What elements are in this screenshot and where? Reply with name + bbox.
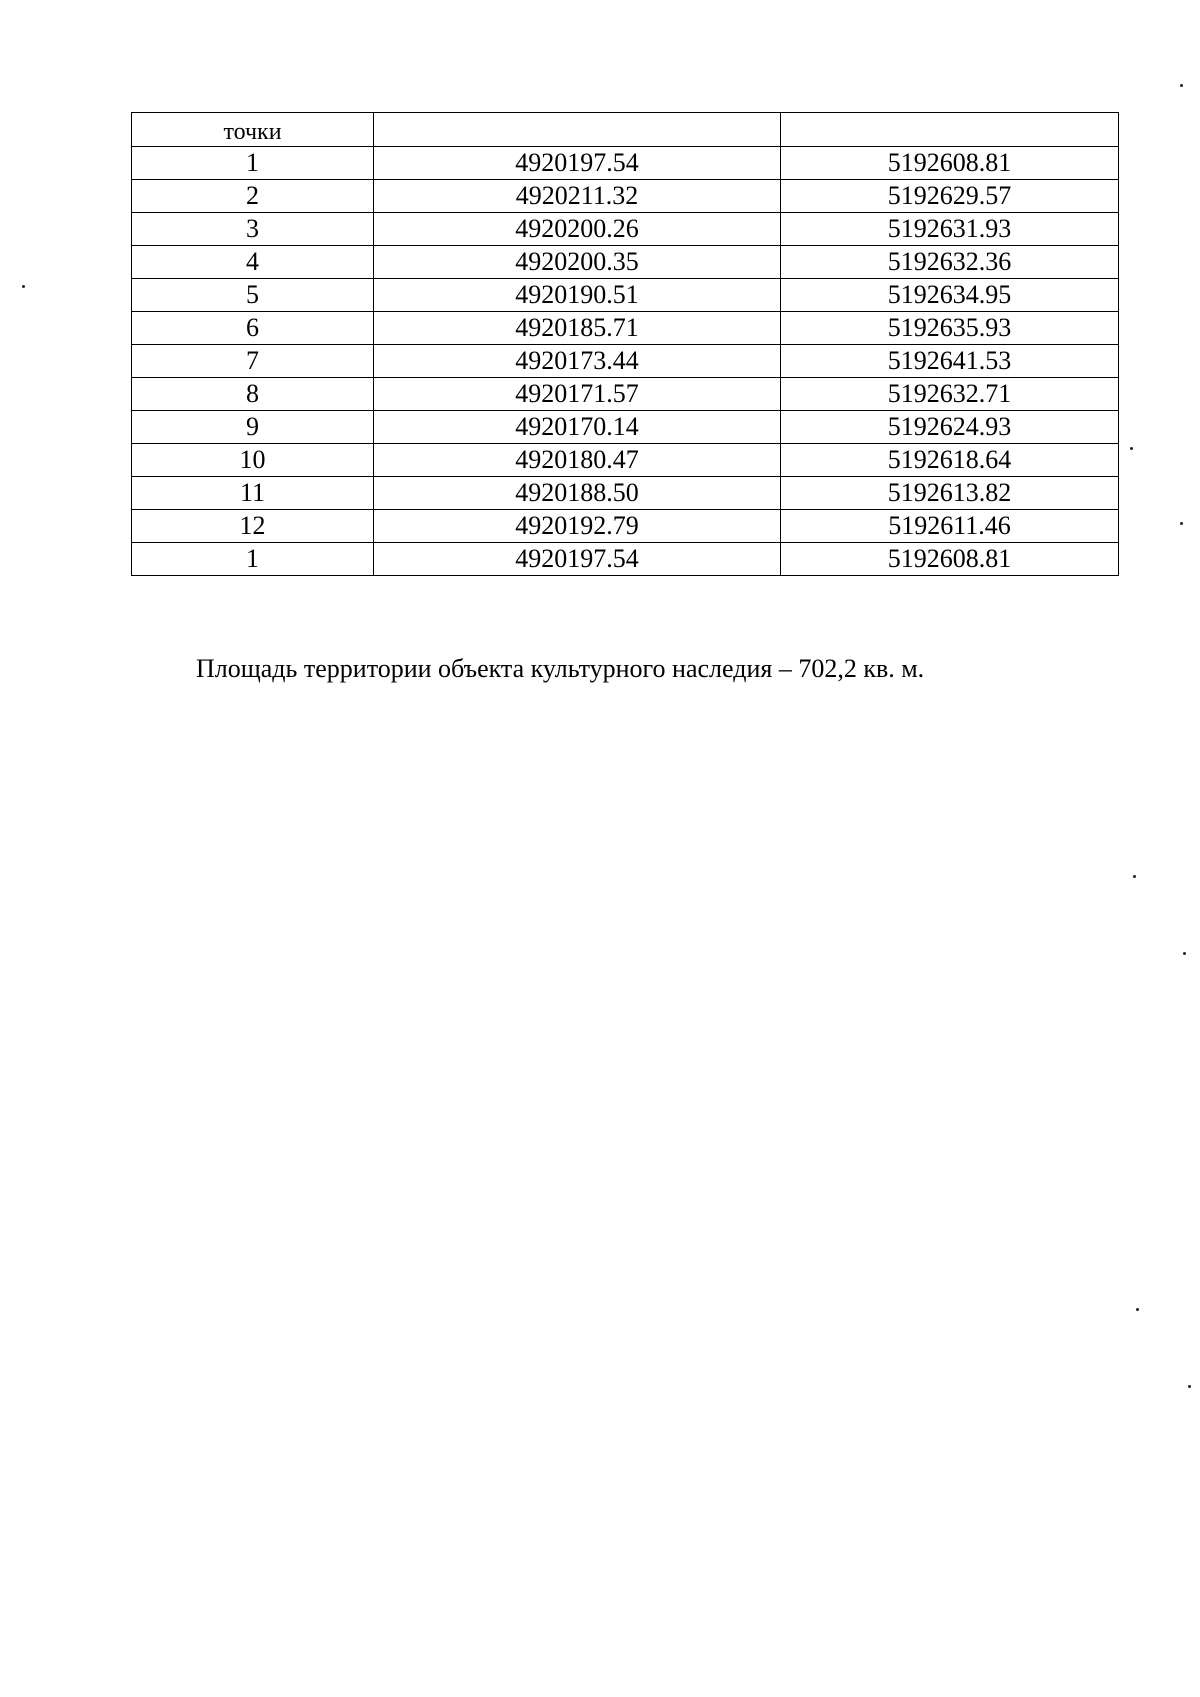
point-number: 10 — [132, 444, 374, 477]
x-coordinate: 4920192.79 — [374, 510, 781, 543]
y-coordinate: 5192629.57 — [781, 180, 1119, 213]
y-coordinate: 5192632.71 — [781, 378, 1119, 411]
point-number: 6 — [132, 312, 374, 345]
point-number: 1 — [132, 147, 374, 180]
point-number: 3 — [132, 213, 374, 246]
y-coordinate: 5192632.36 — [781, 246, 1119, 279]
area-note: Площадь территории объекта культурного наследия – 702,2 кв. м. — [196, 654, 925, 683]
scan-speck — [1130, 447, 1133, 450]
scan-speck — [1180, 522, 1183, 525]
y-coordinate: 5192634.95 — [781, 279, 1119, 312]
y-coordinate: 5192624.93 — [781, 411, 1119, 444]
point-number: 9 — [132, 411, 374, 444]
x-coordinate: 4920180.47 — [374, 444, 781, 477]
y-coordinate: 5192608.81 — [781, 147, 1119, 180]
point-number: 2 — [132, 180, 374, 213]
point-number: 1 — [132, 543, 374, 576]
table-row — [132, 213, 1119, 246]
y-coordinate: 5192608.81 — [781, 543, 1119, 576]
header-y-cell — [781, 113, 1119, 147]
table-row — [132, 345, 1119, 378]
table-row — [132, 477, 1119, 510]
table-row — [132, 246, 1119, 279]
table-row — [132, 543, 1119, 576]
x-coordinate: 4920170.14 — [374, 411, 781, 444]
point-number: 7 — [132, 345, 374, 378]
table-row — [132, 411, 1119, 444]
x-coordinate: 4920211.32 — [374, 180, 781, 213]
x-coordinate: 4920190.51 — [374, 279, 781, 312]
table-row — [132, 279, 1119, 312]
x-coordinate: 4920197.54 — [374, 147, 781, 180]
table-row — [132, 180, 1119, 213]
point-number: 8 — [132, 378, 374, 411]
header-x-cell — [374, 113, 781, 147]
x-coordinate: 4920200.26 — [374, 213, 781, 246]
coordinates-table — [131, 112, 1119, 576]
table-row — [132, 147, 1119, 180]
header-point-cell: точки — [132, 113, 374, 147]
y-coordinate: 5192613.82 — [781, 477, 1119, 510]
point-number: 11 — [132, 477, 374, 510]
y-coordinate: 5192631.93 — [781, 213, 1119, 246]
x-coordinate: 4920171.57 — [374, 378, 781, 411]
point-number: 5 — [132, 279, 374, 312]
point-number: 12 — [132, 510, 374, 543]
scan-speck — [1188, 1385, 1191, 1388]
table-row — [132, 510, 1119, 543]
point-number: 4 — [132, 246, 374, 279]
x-coordinate: 4920197.54 — [374, 543, 781, 576]
table-row — [132, 378, 1119, 411]
y-coordinate: 5192641.53 — [781, 345, 1119, 378]
table-row — [132, 312, 1119, 345]
x-coordinate: 4920185.71 — [374, 312, 781, 345]
table-row — [132, 444, 1119, 477]
scan-speck — [1133, 875, 1136, 878]
x-coordinate: 4920188.50 — [374, 477, 781, 510]
scan-speck — [1136, 1308, 1139, 1311]
x-coordinate: 4920200.35 — [374, 246, 781, 279]
y-coordinate: 5192611.46 — [781, 510, 1119, 543]
scan-speck — [1183, 952, 1186, 955]
scan-speck — [1180, 84, 1183, 87]
y-coordinate: 5192635.93 — [781, 312, 1119, 345]
x-coordinate: 4920173.44 — [374, 345, 781, 378]
scan-speck — [22, 285, 25, 288]
y-coordinate: 5192618.64 — [781, 444, 1119, 477]
table-header-row — [132, 113, 1119, 147]
